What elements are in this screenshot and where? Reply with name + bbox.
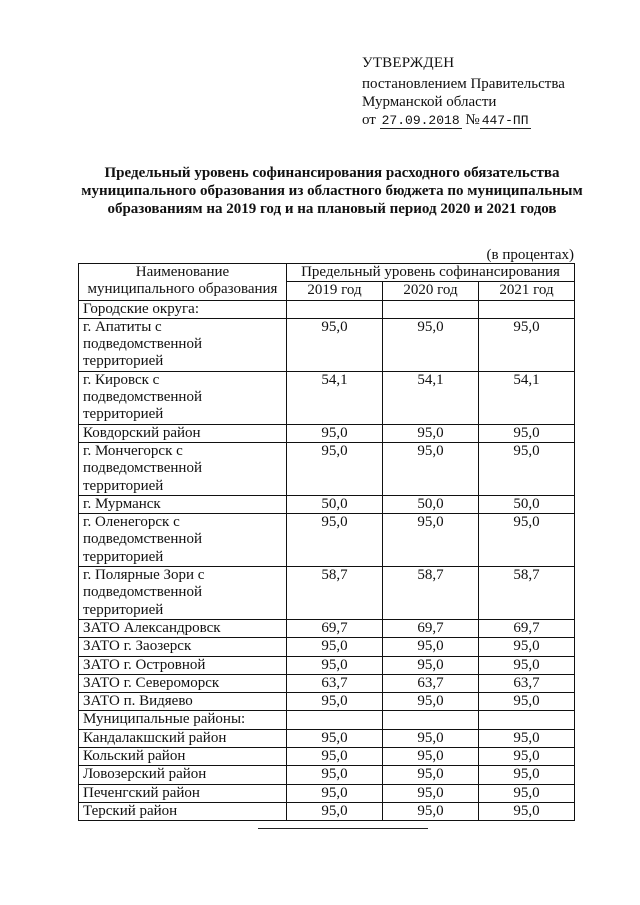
value-2020: 50,0 xyxy=(383,495,479,513)
value-2020: 95,0 xyxy=(383,442,479,495)
table-row xyxy=(79,514,575,567)
value-2021: 95,0 xyxy=(479,729,575,747)
value-2020: 95,0 xyxy=(383,693,479,711)
value-2019: 95,0 xyxy=(287,802,383,820)
group-label: Муниципальные районы: xyxy=(79,711,287,729)
value-2019: 69,7 xyxy=(287,619,383,637)
cofinancing-table xyxy=(78,263,575,821)
table-row xyxy=(79,674,575,692)
table-row xyxy=(79,424,575,442)
value-2021: 95,0 xyxy=(479,442,575,495)
municipality-name: ЗАТО г. Островной xyxy=(79,656,287,674)
bottom-divider xyxy=(258,828,428,829)
municipality-name: г. Кировск с подведомственной территорией xyxy=(79,371,287,424)
value-2021: 95,0 xyxy=(479,802,575,820)
value-2020: 95,0 xyxy=(383,748,479,766)
value-2019: 95,0 xyxy=(287,638,383,656)
value-2019: 54,1 xyxy=(287,371,383,424)
table-row xyxy=(79,619,575,637)
value-2020: 63,7 xyxy=(383,674,479,692)
municipality-name: ЗАТО г. Североморск xyxy=(79,674,287,692)
value-2019: 95,0 xyxy=(287,784,383,802)
value-2020: 95,0 xyxy=(383,766,479,784)
municipality-name: Кандалакшский район xyxy=(79,729,287,747)
value-2021: 95,0 xyxy=(479,784,575,802)
value-2021: 95,0 xyxy=(479,693,575,711)
header-name: Наименование муниципального образования xyxy=(79,264,287,301)
approval-line-2: Мурманской области xyxy=(362,94,497,110)
value-2021: 54,1 xyxy=(479,371,575,424)
header-year-2020: 2020 год xyxy=(383,282,479,300)
value-2021: 95,0 xyxy=(479,748,575,766)
value-2021: 95,0 xyxy=(479,766,575,784)
value-2021: 95,0 xyxy=(479,656,575,674)
value-2021: 50,0 xyxy=(479,495,575,513)
value-2020: 95,0 xyxy=(383,656,479,674)
municipality-name: г. Мурманск xyxy=(79,495,287,513)
approval-stamp xyxy=(362,54,602,129)
value-2019: 95,0 xyxy=(287,766,383,784)
table-row xyxy=(79,318,575,371)
table-row xyxy=(79,748,575,766)
table-row xyxy=(79,766,575,784)
value-2019: 50,0 xyxy=(287,495,383,513)
value-2020: 95,0 xyxy=(383,784,479,802)
value-2019: 95,0 xyxy=(287,729,383,747)
date-prefix: от xyxy=(362,112,376,128)
municipality-name: Печенгский район xyxy=(79,784,287,802)
value-2019: 63,7 xyxy=(287,674,383,692)
value-2021: 95,0 xyxy=(479,638,575,656)
value-2020: 69,7 xyxy=(383,619,479,637)
empty-cell xyxy=(479,711,575,729)
group-row xyxy=(79,300,575,318)
municipality-name: Кольский район xyxy=(79,748,287,766)
approval-date: 27.09.2018 xyxy=(381,113,460,128)
table-body xyxy=(79,300,575,821)
value-2020: 58,7 xyxy=(383,567,479,620)
table-row xyxy=(79,567,575,620)
value-2020: 95,0 xyxy=(383,318,479,371)
value-2021: 63,7 xyxy=(479,674,575,692)
document-title: Предельный уровень софинансирования расходного обязательства муниципального образования из областного бюджета по муниципальным образованиям на 2019 год и на плановый период 2020 и 2021 годов xyxy=(81,165,583,217)
municipality-name: г. Мончегорск с подведомственной территорией xyxy=(79,442,287,495)
value-2019: 95,0 xyxy=(287,748,383,766)
header-year-2019: 2019 год xyxy=(287,282,383,300)
approval-date-line xyxy=(362,111,602,129)
value-2019: 95,0 xyxy=(287,318,383,371)
table-row xyxy=(79,442,575,495)
value-2021: 58,7 xyxy=(479,567,575,620)
value-2020: 95,0 xyxy=(383,514,479,567)
table-row xyxy=(79,495,575,513)
value-2020: 95,0 xyxy=(383,729,479,747)
value-2021: 95,0 xyxy=(479,514,575,567)
value-2021: 69,7 xyxy=(479,619,575,637)
municipality-name: г. Апатиты с подведомственной территорией xyxy=(79,318,287,371)
value-2019: 95,0 xyxy=(287,656,383,674)
group-label: Городские округа: xyxy=(79,300,287,318)
municipality-name: Ловозерский район xyxy=(79,766,287,784)
value-2020: 95,0 xyxy=(383,802,479,820)
approval-number: 447-ПП xyxy=(481,113,529,128)
value-2019: 58,7 xyxy=(287,567,383,620)
municipality-name: Терский район xyxy=(79,802,287,820)
municipality-name: Ковдорский район xyxy=(79,424,287,442)
value-2019: 95,0 xyxy=(287,424,383,442)
empty-cell xyxy=(287,300,383,318)
approved-title: УТВЕРЖДЕН xyxy=(362,55,455,71)
municipality-name: г. Оленегорск с подведомственной территорией xyxy=(79,514,287,567)
municipality-name: ЗАТО г. Заозерск xyxy=(79,638,287,656)
value-2020: 95,0 xyxy=(383,424,479,442)
table-row xyxy=(79,656,575,674)
approval-line-1: постановлением Правительства xyxy=(362,76,565,92)
header-level: Предельный уровень софинансирования xyxy=(287,264,575,282)
empty-cell xyxy=(287,711,383,729)
group-row xyxy=(79,711,575,729)
units-note: (в процентах) xyxy=(486,247,574,263)
table-row xyxy=(79,784,575,802)
table-row xyxy=(79,371,575,424)
municipality-name: г. Полярные Зори с подведомственной территорией xyxy=(79,567,287,620)
municipality-name: ЗАТО Александровск xyxy=(79,619,287,637)
empty-cell xyxy=(383,300,479,318)
number-prefix: № xyxy=(465,112,480,128)
value-2020: 54,1 xyxy=(383,371,479,424)
table-row xyxy=(79,729,575,747)
empty-cell xyxy=(479,300,575,318)
value-2021: 95,0 xyxy=(479,318,575,371)
value-2019: 95,0 xyxy=(287,442,383,495)
value-2021: 95,0 xyxy=(479,424,575,442)
table-row xyxy=(79,638,575,656)
table-row xyxy=(79,802,575,820)
empty-cell xyxy=(383,711,479,729)
value-2020: 95,0 xyxy=(383,638,479,656)
municipality-name: ЗАТО п. Видяево xyxy=(79,693,287,711)
value-2019: 95,0 xyxy=(287,693,383,711)
value-2019: 95,0 xyxy=(287,514,383,567)
header-year-2021: 2021 год xyxy=(479,282,575,300)
table-row xyxy=(79,693,575,711)
